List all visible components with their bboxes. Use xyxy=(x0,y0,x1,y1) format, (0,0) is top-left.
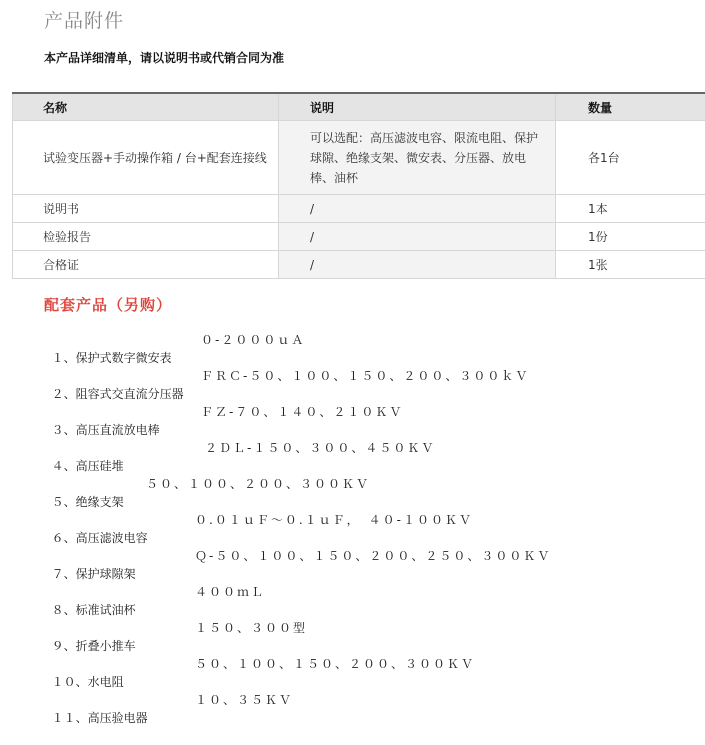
list-item xyxy=(44,475,124,493)
cell-name: 说明书 xyxy=(13,195,279,223)
item-spec: ５０、１００、２００、３００ＫＶ xyxy=(146,475,370,493)
column-header-name: 名称 xyxy=(13,93,279,121)
description-line: 棒、油杯 xyxy=(310,168,547,188)
item-label: ３、高压直流放电棒 xyxy=(52,423,160,437)
cell-quantity: 1份 xyxy=(556,223,705,251)
table-row xyxy=(13,251,705,279)
item-label: １、保护式数字微安表 xyxy=(52,351,172,365)
cell-quantity: 1张 xyxy=(556,251,705,279)
item-label: ８、标准试油杯 xyxy=(52,603,136,617)
list-item xyxy=(44,439,124,457)
list-item xyxy=(44,691,148,709)
cell-description: / xyxy=(279,223,556,251)
cell-name: 检验报告 xyxy=(13,223,279,251)
item-spec: ＦＺ-７０、１４０、２１０ＫＶ xyxy=(201,403,403,421)
page-title: 产品附件 xyxy=(44,6,124,33)
cell-description xyxy=(279,121,556,195)
description-line: 可以选配：高压滤波电容、限流电阻、保护 xyxy=(310,128,547,148)
item-label: １０、水电阻 xyxy=(52,675,124,689)
list-item xyxy=(44,367,184,385)
table-header-row xyxy=(13,93,705,121)
item-label: １１、高压验电器 xyxy=(52,711,148,725)
list-item xyxy=(44,511,148,529)
page-subtitle: 本产品详细清单，请以说明书或代销合同为准 xyxy=(44,49,284,66)
item-spec: ５０、１００、１５０、２００、３００ＫＶ xyxy=(195,655,475,673)
item-spec: Ｑ-５０、１００、１５０、２００、２５０、３００ＫＶ xyxy=(195,547,551,565)
cell-quantity: 1本 xyxy=(556,195,705,223)
column-header-quantity: 数量 xyxy=(556,93,705,121)
accessory-table xyxy=(12,92,705,279)
cell-quantity: 各1台 xyxy=(556,121,705,195)
item-spec: ＦＲＣ-５０、１００、１５０、２００、３００ｋＶ xyxy=(201,367,529,385)
item-spec: １０、３５ＫＶ xyxy=(195,691,293,709)
item-label: ５、绝缘支架 xyxy=(52,495,124,509)
table-row xyxy=(13,121,705,195)
list-item xyxy=(44,331,172,349)
accessories-section-title: 配套产品（另购） xyxy=(44,294,172,315)
cell-description: / xyxy=(279,195,556,223)
table-row xyxy=(13,223,705,251)
table-row xyxy=(13,195,705,223)
item-label: ２、阻容式交直流分压器 xyxy=(52,387,184,401)
list-item xyxy=(44,619,136,637)
item-spec: ４００ｍＬ xyxy=(195,583,265,601)
list-item xyxy=(44,655,124,673)
item-label: ６、高压滤波电容 xyxy=(52,531,148,545)
column-header-description: 说明 xyxy=(279,93,556,121)
item-label: ７、保护球隙架 xyxy=(52,567,136,581)
item-label: ９、折叠小推车 xyxy=(52,639,136,653)
cell-name: 试验变压器+手动操作箱 / 台+配套连接线 xyxy=(13,121,279,195)
list-item xyxy=(44,547,136,565)
item-spec: ０.０１ｕＦ～０.１ｕＦ， ４０-１００ＫＶ xyxy=(195,511,473,529)
list-item xyxy=(44,403,160,421)
item-spec: ２ＤＬ-１５０、３００、４５０ＫＶ xyxy=(205,439,435,457)
item-spec: １５０、３００型 xyxy=(195,619,307,637)
item-label: ４、高压硅堆 xyxy=(52,459,124,473)
list-item xyxy=(44,583,136,601)
cell-name: 合格证 xyxy=(13,251,279,279)
description-line: 球隙、绝缘支架、微安表、分压器、放电 xyxy=(310,148,547,168)
item-spec: ０-２０００ｕＡ xyxy=(201,331,305,349)
cell-description: / xyxy=(279,251,556,279)
